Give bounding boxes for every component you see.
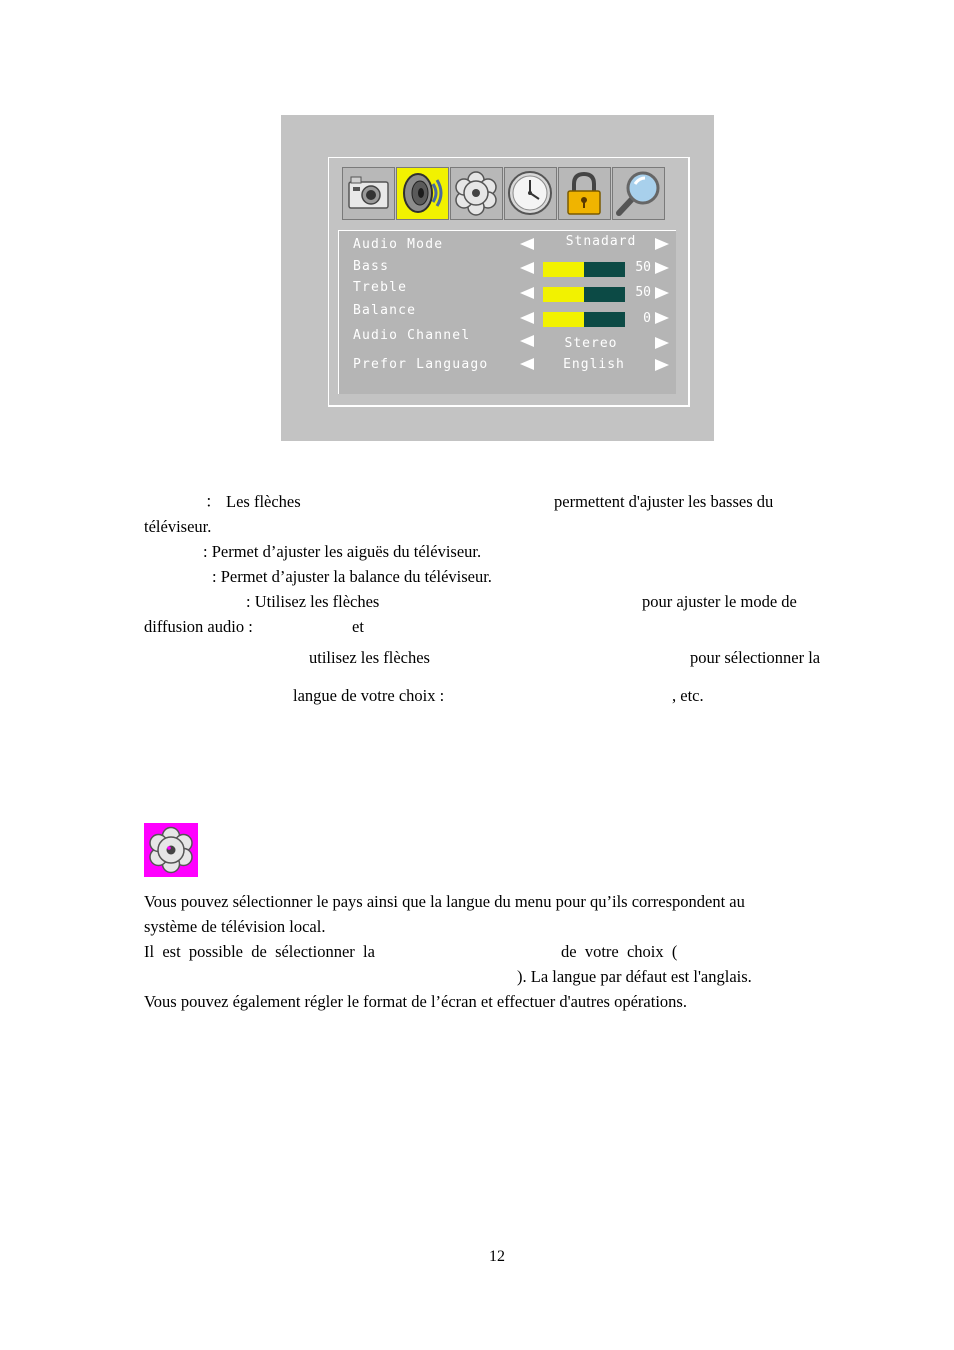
setup-gear-icon [144, 823, 198, 877]
treble-slider[interactable] [543, 287, 625, 302]
prefer-language-value: English [563, 357, 625, 372]
page-number: 12 [489, 1248, 505, 1265]
magnifier-icon [613, 168, 664, 219]
tab-search[interactable] [612, 167, 665, 220]
audio-channel-right-arrow-icon[interactable] [655, 337, 669, 349]
balance-label: Balance [353, 303, 417, 318]
sound-settings-panel [338, 230, 676, 394]
bass-label: Bass [353, 259, 390, 274]
osd-screenshot [281, 115, 714, 441]
audio-mode-right-arrow-icon[interactable] [655, 238, 669, 250]
bass-right-arrow-icon[interactable] [655, 262, 669, 274]
treble-label: Treble [353, 280, 408, 295]
bass-text-a: Les flèches [226, 492, 301, 511]
tab-lock[interactable] [558, 167, 611, 220]
setup-paragraph-1-line-1: Vous pouvez sélectionner le pays ainsi que la langue du menu pour qu’ils correspondent au [144, 892, 745, 911]
language-text-b: pour sélectionner la [690, 648, 821, 667]
language-text-d: , etc. [672, 686, 704, 705]
prefer-language-right-arrow-icon[interactable] [655, 359, 669, 371]
language-text-c: langue de votre choix : [293, 686, 445, 705]
osd-menu-window [328, 157, 690, 407]
prefer-language-label: Prefor Languago [353, 357, 489, 372]
balance-right-arrow-icon[interactable] [655, 312, 669, 324]
camera-icon [343, 168, 394, 219]
setup-paragraph-2-text-c: ). La langue par défaut est l'anglais. [517, 967, 752, 986]
bass-value: 50 [635, 260, 651, 275]
bass-slider-fill [543, 262, 584, 277]
setup-paragraph-2-text-b: de votre choix ( [561, 942, 678, 961]
audio-channel-left-arrow-icon[interactable] [520, 335, 534, 347]
balance-value: 0 [643, 311, 651, 326]
audio-channel-value: Stereo [564, 336, 618, 351]
tab-setup[interactable] [450, 167, 503, 220]
tab-sound[interactable] [396, 167, 449, 220]
treble-right-arrow-icon[interactable] [655, 287, 669, 299]
bass-text-c: téléviseur. [144, 517, 212, 536]
setup-paragraph-1-line-2: système de télévision local. [144, 917, 326, 936]
audio-channel-label: Audio Channel [353, 328, 471, 343]
audio-mode-value: Stnadard [565, 234, 637, 249]
channel-text-c: diffusion audio : [144, 617, 253, 636]
balance-left-arrow-icon[interactable] [520, 312, 534, 324]
language-text-a: utilisez les flèches [309, 648, 430, 667]
bass-text-b: permettent d'ajuster les basses du [554, 492, 774, 511]
channel-text-b: pour ajuster le mode de [642, 592, 797, 611]
padlock-icon [559, 168, 610, 219]
bass-slider[interactable] [543, 262, 625, 277]
bass-colon: ： [205, 492, 222, 511]
treble-value: 50 [635, 285, 651, 300]
clock-icon [505, 168, 556, 219]
setup-paragraph-2-text-a: Il est possible de sélectionner la [144, 942, 375, 961]
gear-icon [451, 168, 502, 219]
tab-time[interactable] [504, 167, 557, 220]
tab-picture[interactable] [342, 167, 395, 220]
treble-slider-fill [543, 287, 584, 302]
balance-slider-fill [543, 312, 584, 327]
channel-text-a: : Utilisez les flèches [246, 592, 380, 611]
audio-mode-label: Audio Mode [353, 237, 444, 252]
bass-left-arrow-icon[interactable] [520, 262, 534, 274]
audio-mode-left-arrow-icon[interactable] [520, 238, 534, 250]
treble-left-arrow-icon[interactable] [520, 287, 534, 299]
speaker-icon [397, 168, 448, 219]
balance-text: : Permet d’ajuster la balance du téléviseur. [212, 567, 492, 586]
setup-paragraph-3: Vous pouvez également régler le format de l’écran et effectuer d'autres opérations. [144, 992, 687, 1011]
balance-slider[interactable] [543, 312, 625, 327]
treble-text: : Permet d’ajuster les aiguës du téléviseur. [203, 542, 482, 561]
prefer-language-left-arrow-icon[interactable] [520, 358, 534, 370]
channel-text-d: et [352, 617, 364, 636]
